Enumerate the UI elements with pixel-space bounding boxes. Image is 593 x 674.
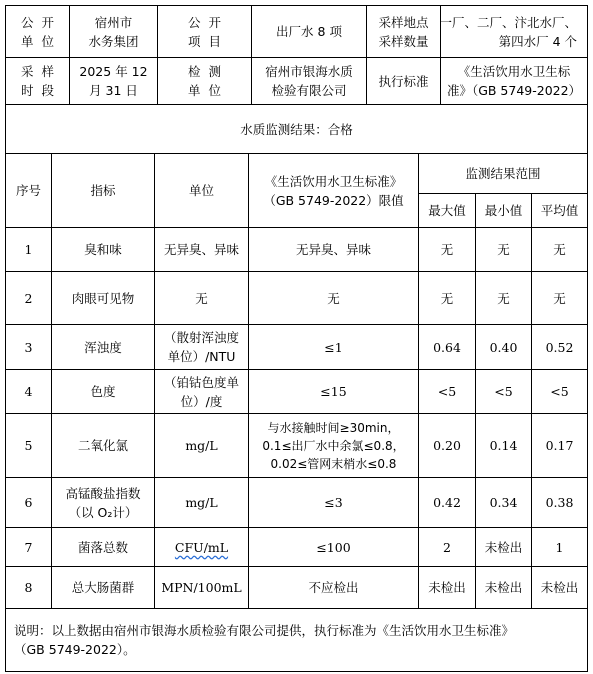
sampling-location-label: 采样地点 采样数量: [378, 14, 429, 49]
table-cell-indicator: 菌落总数: [77, 539, 128, 555]
table-cell-no: 5: [24, 438, 33, 453]
sampling-location-value: 一厂、二厂、汴北水厂、 第四水厂 4 个: [439, 14, 577, 49]
table-cell-limit: 无: [327, 290, 340, 306]
table-cell-max: 未检出: [428, 580, 466, 595]
table-cell-avg: 无: [553, 290, 566, 306]
table-cell-unit: mg/L: [185, 438, 218, 453]
standard-value: 《生活饮用水卫生标 准》（GB 5749-2022）: [446, 64, 582, 98]
table-cell-max: 无: [440, 290, 454, 306]
publish-unit-value: 宿州市 水务集团: [88, 14, 139, 49]
header-indicator: 指标: [90, 183, 116, 198]
table-cell-min: 0.34: [489, 495, 518, 510]
table-cell-min: 无: [497, 290, 510, 306]
header-min: 最小值: [484, 203, 523, 218]
table-cell-avg: 1: [555, 539, 564, 555]
table-cell-limit: ≤15: [320, 384, 347, 399]
table-cell-no: 2: [24, 290, 33, 306]
testing-unit-label: 检 测 单 位: [188, 64, 221, 98]
sampling-period-label: 采 样 时 段: [21, 64, 54, 98]
header-avg: 平均值: [540, 203, 579, 218]
table-cell-no: 3: [24, 339, 33, 355]
note: 说明：以上数据由宿州市银海水质检验有限公司提供，执行标准为《生活饮用水卫生标准》 （GB 5749-2022）。: [14, 622, 515, 657]
table-cell-indicator: 臭和味: [84, 242, 122, 257]
table-cell-indicator: 色度: [90, 384, 116, 399]
table-cell-max: 0.42: [433, 495, 461, 510]
table-cell-limit: ≤100: [316, 539, 351, 555]
table-cell-min: 0.14: [489, 438, 518, 453]
testing-unit-value: 宿州市银海水质 检验有限公司: [265, 64, 353, 98]
table-cell-unit: MPN/100mL: [161, 580, 242, 595]
table-cell-unit: 无异臭、异味: [163, 242, 239, 257]
table-cell-indicator: 高锰酸盐指数 （以 O₂计）: [65, 485, 141, 520]
header-range: 监测结果范围: [465, 166, 541, 181]
header-unit: 单位: [188, 183, 214, 198]
result-line: 水质监测结果：合格: [240, 121, 353, 137]
table-cell-avg: 0.52: [545, 339, 574, 355]
table-cell-no: 4: [24, 384, 33, 399]
table-cell-max: 2: [443, 539, 451, 555]
table-cell-avg: <5: [550, 384, 569, 399]
table-cell-avg: 0.17: [545, 438, 574, 453]
standard-label: 执行标准: [378, 73, 429, 89]
table-cell-no: 6: [24, 495, 33, 510]
header-no: 序号: [15, 183, 41, 198]
table-cell-avg: 无: [553, 242, 566, 257]
table-cell-min: 无: [497, 242, 510, 257]
table-cell-no: 7: [24, 539, 33, 555]
table-cell-max: 无: [440, 242, 454, 257]
table-cell-limit: 与水接触时间≥30min， 0.1≤出厂水中余氯≤0.8， 0.02≤管网末梢水≤0.8: [262, 420, 405, 471]
publish-item-value: 出厂水 8 项: [276, 24, 342, 39]
publish-item-label: 公 开 项 目: [188, 14, 221, 49]
table-cell-avg: 0.38: [545, 495, 574, 510]
sampling-period-value: 2025 年 12 月 31 日: [79, 64, 148, 98]
table-cell-unit: 无: [195, 290, 208, 306]
table-cell-min: 0.40: [489, 339, 518, 355]
table-cell-unit: （铂钴色度单 位）/度: [163, 374, 239, 409]
table-cell-min: <5: [494, 384, 513, 399]
table-cell-indicator: 总大肠菌群: [71, 580, 135, 595]
header-limit: 《生活饮用水卫生标准》 （GB 5749-2022）限值: [263, 173, 404, 208]
table-cell-unit: （散射浑浊度 单位）/NTU: [163, 330, 239, 364]
header-max: 最大值: [428, 203, 466, 218]
table-cell-indicator: 浑浊度: [84, 339, 122, 355]
table-cell-no: 1: [24, 242, 33, 257]
table-cell-limit: 无异臭、异味: [295, 242, 371, 257]
table-cell-limit: ≤3: [324, 495, 343, 510]
table-cell-max: 0.20: [433, 438, 461, 453]
table-cell-max: <5: [437, 384, 457, 399]
table-cell-limit: 不应检出: [308, 580, 359, 595]
table-cell-max: 0.64: [433, 339, 461, 355]
table-cell-avg: 未检出: [540, 580, 579, 595]
publish-unit-label: 公 开 单 位: [21, 14, 54, 49]
table-cell-indicator: 二氧化氯: [77, 438, 128, 453]
table-cell-min: 未检出: [484, 580, 523, 595]
table-cell-min: 未检出: [484, 539, 523, 555]
table-cell-unit: mg/L: [185, 495, 218, 510]
table-cell-limit: ≤1: [324, 339, 343, 355]
table-cell-no: 8: [24, 580, 33, 595]
table-cell-indicator: 肉眼可见物: [71, 290, 135, 306]
table-cell-unit: CFU/mL: [174, 539, 229, 555]
